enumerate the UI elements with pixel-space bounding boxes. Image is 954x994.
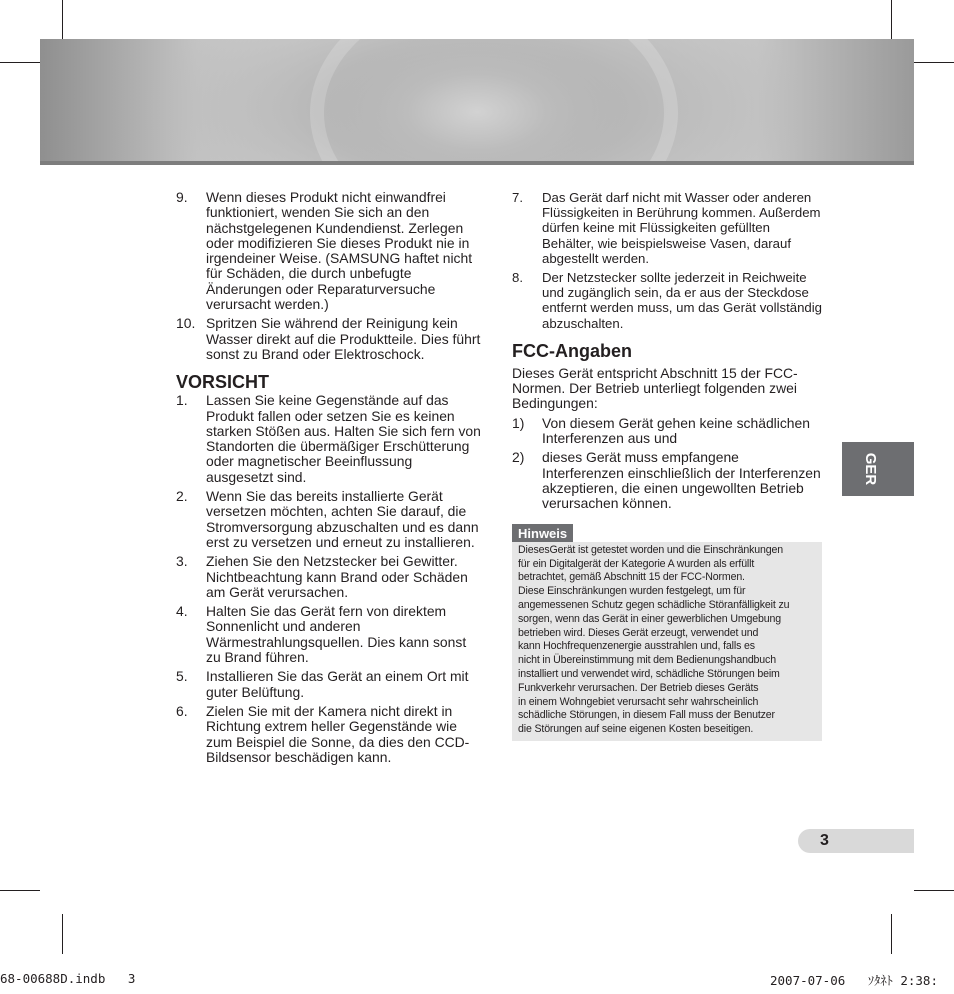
note-line: angemessenen Schutz gegen schädliche Störanfälligkeit zu (518, 598, 790, 611)
footer-file-info: 68-00688D.indb 3 (0, 971, 136, 986)
fcc-heading: FCC-Angaben (512, 340, 632, 361)
page-number: 3 (820, 832, 829, 849)
note-label: Hinweis (512, 524, 573, 542)
note-line: Funkverkehr verursachen. Der Betrieb dieses Geräts (518, 681, 759, 694)
crop-mark (914, 62, 954, 63)
note-line: installiert und verwendet wird, schädliche Störungen beim (518, 667, 780, 680)
left-column (176, 190, 481, 769)
fcc-intro-text: Dieses Gerät entspricht Abschnitt 15 der FCC-Normen. Der Betrieb unterliegt folgenden zwei Bedingungen: (512, 364, 798, 412)
list-item: 10. Spritzen Sie während der Reinigung kein Wasser direkt auf die Produktteile. Dies führt sonst zu Brand oder Elektroschock. (176, 315, 481, 362)
vorsicht-list (176, 393, 481, 765)
list-item: 8. Der Netzstecker sollte jederzeit in Reichweite und zugänglich sein, da er aus der Steckdose entfernt werden muss, um das Gerät vollständig abzuschalten. (512, 270, 823, 331)
note-line: kann Hochfrequenzenergie ausstrahlen und, falls es (518, 640, 755, 653)
note-line: die Störungen auf seine eigenen Kosten beseitigen. (518, 723, 754, 736)
header-banner-image (40, 39, 914, 165)
list-item: 1. Lassen Sie keine Gegenstände auf das Produkt fallen oder setzen Sie es keinen starken Stößen aus. Halten Sie sich fern von Standorten die übermäßiger Erschütterung oder magnetischer Beeinflussung ausgesetzt sind. (176, 392, 481, 485)
note-line: betrieben wird. Dieses Gerät erzeugt, verwendet und (518, 626, 759, 639)
note-line: in einem Wohngebiet verursacht sehr wahrscheinlich (518, 695, 759, 708)
list-item: 3. Ziehen Sie den Netzstecker bei Gewitter. Nichtbeachtung kann Brand oder Schäden am Gerät verursachen. (176, 553, 468, 600)
right-column (512, 190, 822, 741)
list-item: 2) dieses Gerät muss empfangene Interferenzen einschließlich der Interferenzen akzeptieren, die einen ungewollten Betrieb verursachen können. (512, 449, 821, 512)
note-line: für ein Digitalgerät der Kategorie A wurden als erfüllt (518, 557, 755, 570)
language-side-tab (842, 442, 914, 496)
safety-list-continued (176, 190, 481, 362)
page-number-tab (798, 829, 914, 853)
list-item: 7. Das Gerät darf nicht mit Wasser oder anderen Flüssigkeiten in Berührung kommen. Außerdem dürfen keine mit Flüssigkeiten gefüllten Behälter, wie beispielsweise Vasen, darauf abgestellt werden. (512, 190, 821, 266)
crop-mark (891, 0, 892, 40)
crop-mark (0, 890, 40, 891)
list-item: 6. Zielen Sie mit der Kamera nicht direkt in Richtung extrem heller Gegenstände wie zum Beispiel die Sonne, da dies den CCD-Bildsensor beschädigen kann. (176, 702, 470, 765)
note-line: Diese Einschränkungen wurden festgelegt, um für (518, 585, 746, 598)
list-item: 4. Halten Sie das Gerät fern von direktem Sonnenlicht und anderen Wärmestrahlungsquellen. Dies kann sonst zu Brand führen. (176, 603, 467, 666)
list-item: 9. Wenn dieses Produkt nicht einwandfrei funktioniert, wenden Sie sich an den nächstgelegenen Kundendienst. Zerlegen oder modifizieren Sie dieses Produkt nie in irgendeiner Weise. (SAMSUNG haftet nicht für Schäden, die durch unbefugte Änderungen oder Reparaturversuche verursacht werden.) (176, 189, 473, 313)
note-box (512, 542, 822, 741)
crop-mark (62, 0, 63, 40)
list-item: 2. Wenn Sie das bereits installierte Gerät versetzen möchten, achten Sie darauf, die Stromversorgung abzuschalten und es dann erst zu versetzen und erneut zu installieren. (176, 488, 479, 550)
note-line: sorgen, wenn das Gerät in einer gewerblichen Umgebung (518, 612, 781, 625)
note-line: nicht in Übereinstimmung mit dem Bedienungshandbuch (518, 654, 776, 667)
crop-mark (0, 62, 40, 63)
vorsicht-heading: VORSICHT (176, 372, 270, 393)
crop-mark (62, 914, 63, 954)
list-item: 5. Installieren Sie das Gerät an einem Ort mit guter Belüftung. (176, 668, 469, 700)
list-item: 1) Von diesem Gerät gehen keine schädlichen Interferenzen aus und (512, 414, 810, 447)
footer-timestamp: 2007-07-06 ｿﾀﾈﾄ 2:38: (770, 973, 938, 988)
language-tab-label: GER (862, 452, 879, 486)
crop-mark (914, 890, 954, 891)
note-line: DiesesGerät ist getestet worden und die Einschränkungen (518, 543, 783, 556)
fcc-conditions-list (512, 416, 822, 512)
safety-list-right (512, 190, 822, 331)
note-line: betrachtet, gemäß Abschnitt 15 der FCC-Normen. (518, 571, 745, 584)
note-line: schädliche Störungen, in diesem Fall muss der Benutzer (518, 709, 775, 722)
crop-mark (891, 914, 892, 954)
